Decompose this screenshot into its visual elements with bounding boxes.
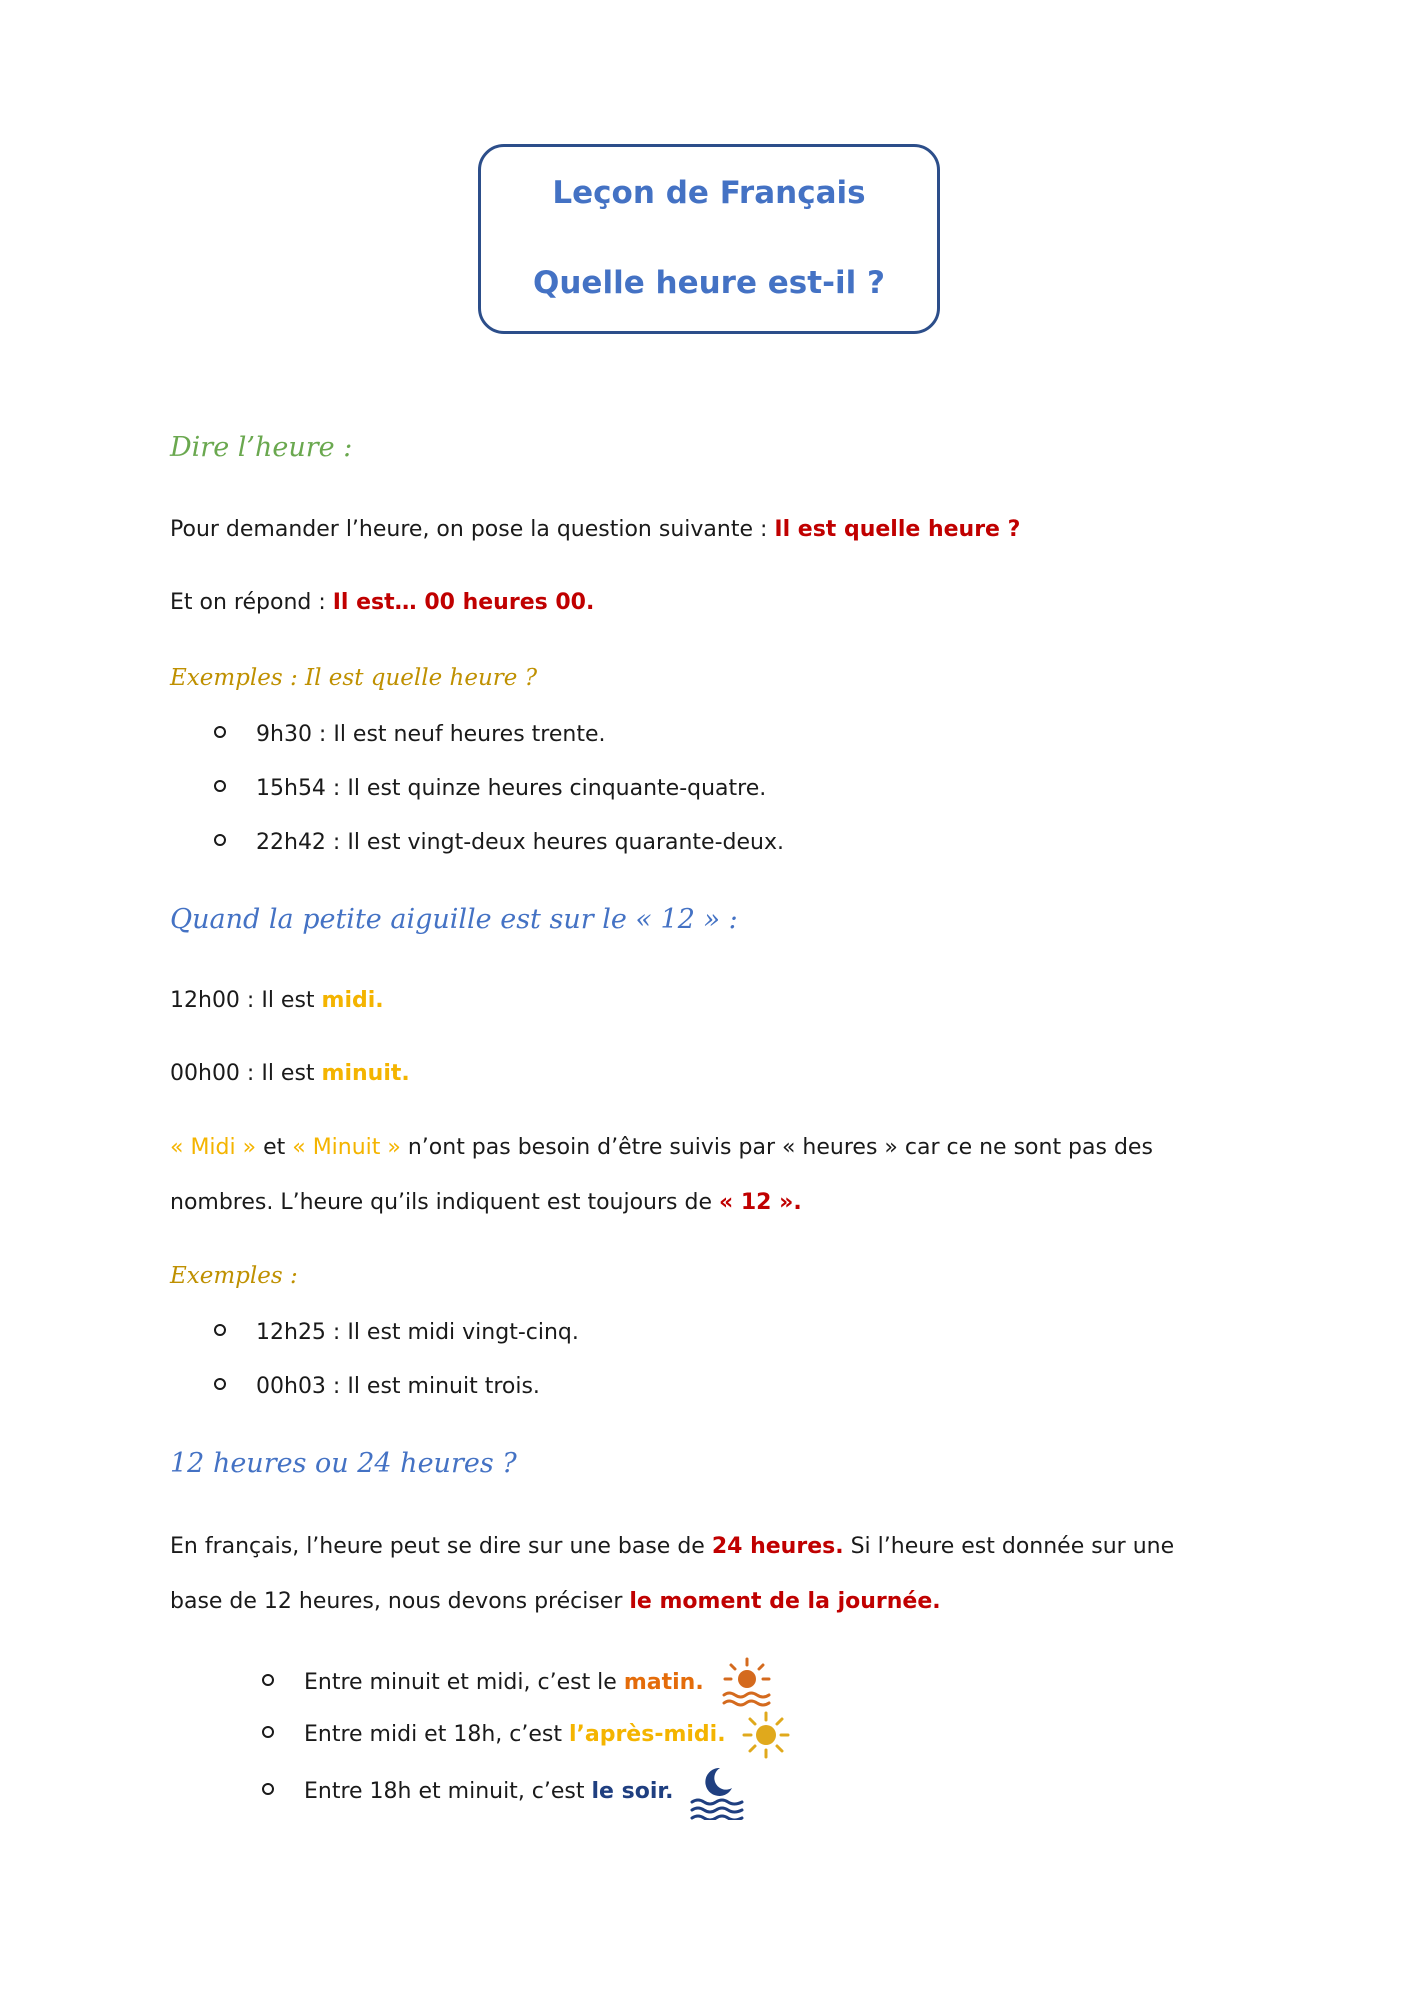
base-line-1: En français, l’heure peut se dire sur une base de 24 heures. Si l’heure est donnée sur une	[170, 1534, 1175, 1559]
bullet-icon	[214, 1378, 226, 1390]
midnight-line: 00h00 : Il est minuit.	[170, 1061, 410, 1086]
list-item-soir: Entre 18h et minuit, c’est le soir.	[262, 1764, 748, 1820]
examples-heading-2: Exemples :	[170, 1263, 298, 1289]
lesson-subtitle: Quelle heure est-il ?	[533, 265, 885, 301]
note-line-2: nombres. L’heure qu’ils indiquent est toujours de « 12 ».	[170, 1190, 802, 1215]
list-item: 12h25 : Il est midi vingt-cinq.	[214, 1320, 579, 1345]
list-item: 15h54 : Il est quinze heures cinquante-quatre.	[214, 776, 766, 801]
bullet-icon	[214, 834, 226, 846]
bullet-icon	[262, 1783, 274, 1795]
sun-icon	[741, 1710, 791, 1760]
ask-question: Il est quelle heure ?	[774, 517, 1021, 542]
bullet-icon	[214, 1324, 226, 1336]
bullet-icon	[262, 1726, 274, 1738]
list-item-matin: Entre minuit et midi, c’est le matin.	[262, 1655, 775, 1711]
list-item: 9h30 : Il est neuf heures trente.	[214, 722, 606, 747]
ask-paragraph	[170, 517, 1020, 542]
list-item: 00h03 : Il est minuit trois.	[214, 1374, 540, 1399]
sunrise-icon	[719, 1655, 775, 1711]
ask-text: Pour demander l’heure, on pose la question suivante :	[170, 517, 775, 542]
moon-icon	[688, 1764, 748, 1820]
bullet-icon	[214, 780, 226, 792]
examples-heading-1: Exemples : Il est quelle heure ?	[170, 665, 538, 691]
bullet-icon	[262, 1674, 274, 1686]
answer-text: Et on répond :	[170, 590, 333, 615]
heading-12-24: 12 heures ou 24 heures ?	[170, 1448, 517, 1479]
list-item-apres-midi: Entre midi et 18h, c’est l’après-midi.	[262, 1710, 791, 1760]
answer-value: Il est… 00 heures 00.	[332, 590, 595, 615]
bullet-icon	[214, 726, 226, 738]
lesson-title: Leçon de Français	[552, 175, 866, 211]
noon-word: midi.	[321, 988, 384, 1013]
noon-line: 12h00 : Il est midi.	[170, 988, 384, 1013]
list-item: 22h42 : Il est vingt-deux heures quarante-deux.	[214, 830, 784, 855]
answer-paragraph	[170, 590, 594, 615]
heading-dire-heure: Dire l’heure :	[170, 432, 353, 463]
note-line-1: « Midi » et « Minuit » n’ont pas besoin d’être suivis par « heures » car ce ne sont pas des	[170, 1135, 1153, 1160]
heading-petite-aiguille: Quand la petite aiguille est sur le « 12 » :	[170, 904, 738, 935]
title-box	[478, 144, 940, 334]
base-line-2: base de 12 heures, nous devons préciser le moment de la journée.	[170, 1589, 941, 1614]
midnight-word: minuit.	[321, 1061, 410, 1086]
